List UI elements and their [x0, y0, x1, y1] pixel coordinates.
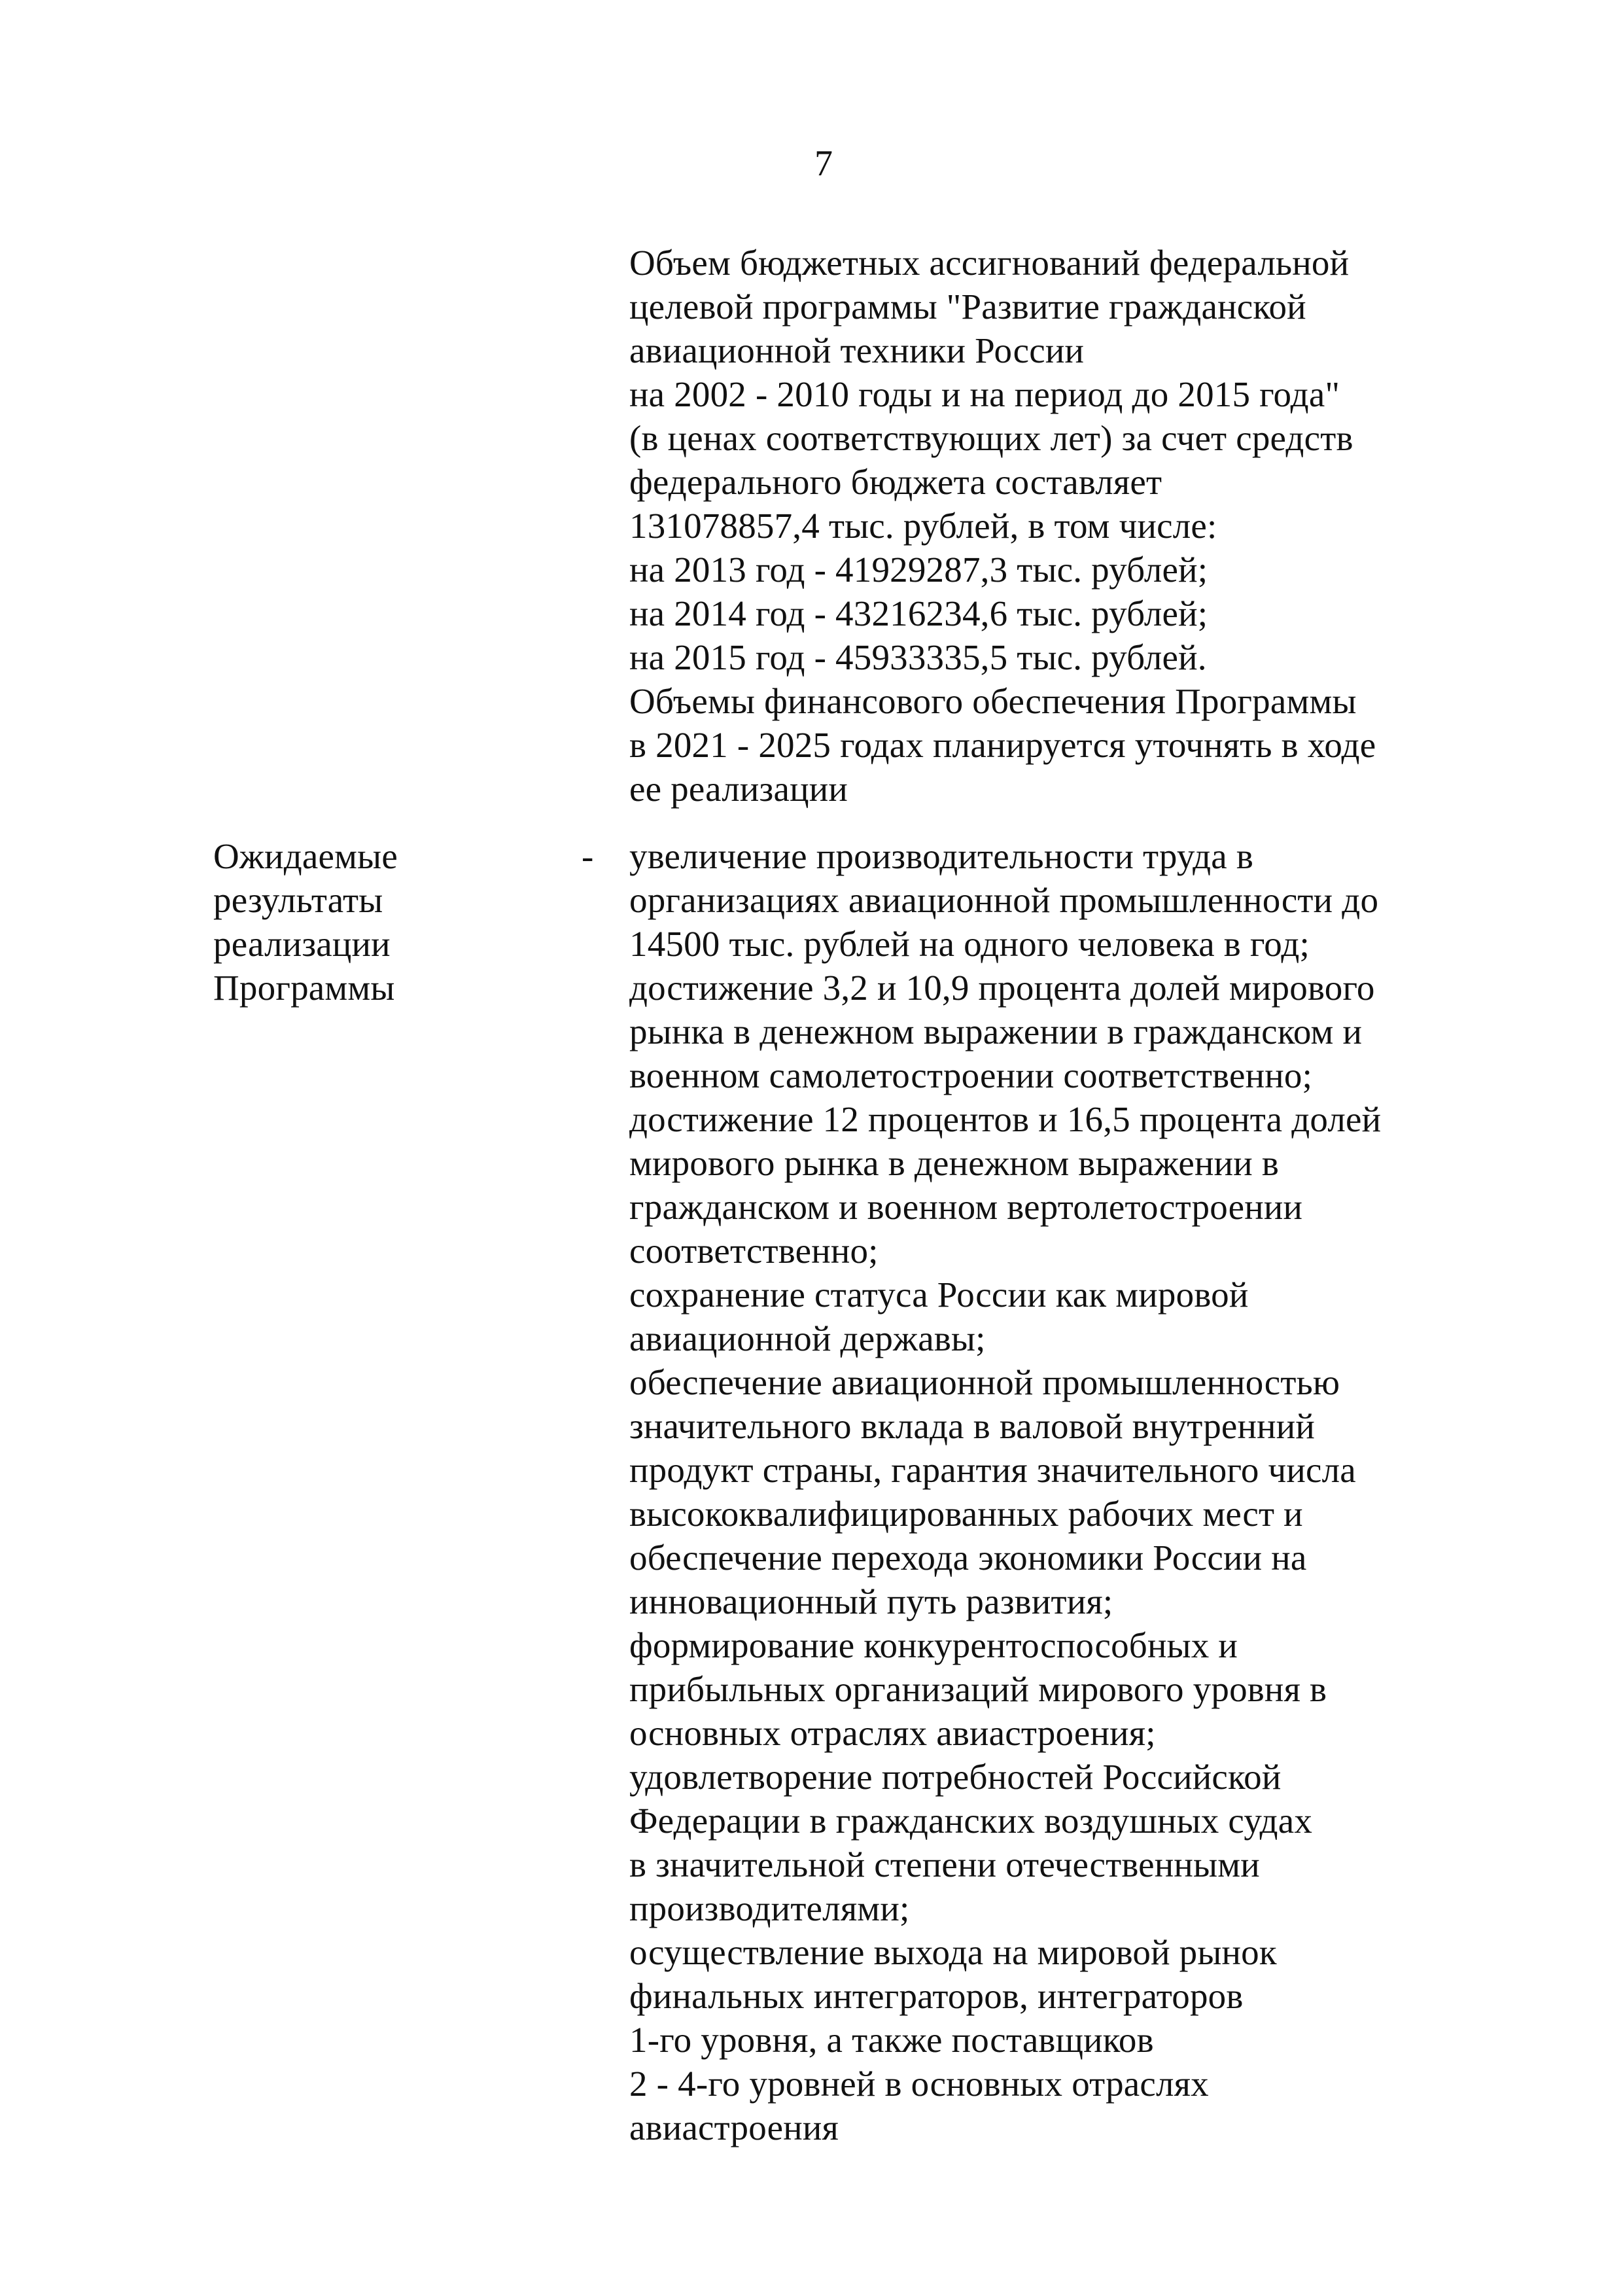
results-line: формирование конкурентоспособных и [629, 1625, 1238, 1665]
funding-line: на 2014 год - 43216234,6 тыс. рублей; [629, 593, 1208, 633]
results-line: сохранение статуса России как мировой [629, 1275, 1249, 1315]
results-line: в значительной степени отечественными [629, 1845, 1260, 1884]
separator-dash: - [582, 836, 594, 876]
results-label-line: Ожидаемые [213, 836, 398, 876]
results-label-line: результаты [213, 880, 383, 920]
funding-line: (в ценах соответствующих лет) за счет средств [629, 418, 1353, 458]
results-line: рынка в денежном выражении в гражданском и [629, 1012, 1363, 1051]
results-line: Федерации в гражданских воздушных судах [629, 1801, 1313, 1841]
results-line: финальных интеграторов, интеграторов [629, 1976, 1244, 2016]
results-label-line: реализации [213, 924, 391, 964]
results-line: осуществление выхода на мировой рынок [629, 1932, 1277, 1972]
results-line: военном самолетостроении соответственно; [629, 1055, 1313, 1095]
results-line: обеспечение авиационной промышленностью [629, 1362, 1340, 1402]
results-line: производителями; [629, 1888, 910, 1928]
funding-line: 131078857,4 тыс. рублей, в том числе: [629, 506, 1217, 546]
results-line: достижение 3,2 и 10,9 процента долей мирового [629, 968, 1375, 1008]
page-number: 7 [814, 143, 833, 184]
results-line: основных отраслях авиастроения; [629, 1713, 1156, 1753]
funding-line: Объемы финансового обеспечения Программы [629, 681, 1357, 721]
results-line: увеличение производительности труда в [629, 836, 1254, 876]
results-line: 2 - 4-го уровней в основных отраслях [629, 2064, 1209, 2104]
results-line: гражданском и военном вертолетостроении [629, 1187, 1303, 1227]
funding-line: на 2013 год - 41929287,3 тыс. рублей; [629, 550, 1208, 590]
results-line: продукт страны, гарантия значительного числа [629, 1450, 1356, 1490]
funding-line: федерального бюджета составляет [629, 462, 1162, 502]
results-line: организациях авиационной промышленности до [629, 880, 1379, 920]
results-line: высококвалифицированных рабочих мест и [629, 1494, 1303, 1534]
results-line: 1-го уровня, а также поставщиков [629, 2020, 1154, 2060]
results-line: инновационный путь развития; [629, 1581, 1113, 1621]
results-line: мирового рынка в денежном выражении в [629, 1143, 1280, 1183]
results-line: обеспечение перехода экономики России на [629, 1538, 1307, 1578]
results-line: достижение 12 процентов и 16,5 процента долей [629, 1099, 1382, 1139]
results-line: удовлетворение потребностей Российской [629, 1757, 1282, 1797]
funding-line: авиационной техники России [629, 330, 1085, 370]
funding-line: на 2002 - 2010 годы и на период до 2015 года" [629, 374, 1340, 414]
results-line: авиационной державы; [629, 1318, 986, 1358]
results-line: значительного вклада в валовой внутренний [629, 1406, 1316, 1446]
results-line: соответственно; [629, 1231, 879, 1271]
funding-line: на 2015 год - 45933335,5 тыс. рублей. [629, 637, 1207, 677]
results-line: авиастроения [629, 2108, 839, 2147]
results-line: прибыльных организаций мирового уровня в [629, 1669, 1327, 1709]
funding-line: в 2021 - 2025 годах планируется уточнять в ходе [629, 725, 1376, 765]
results-label-line: Программы [213, 968, 395, 1008]
funding-line: целевой программы "Развитие гражданской [629, 287, 1306, 327]
results-line: 14500 тыс. рублей на одного человека в год; [629, 924, 1310, 964]
funding-line: ее реализации [629, 769, 848, 809]
funding-line: Объем бюджетных ассигнований федеральной [629, 243, 1350, 283]
